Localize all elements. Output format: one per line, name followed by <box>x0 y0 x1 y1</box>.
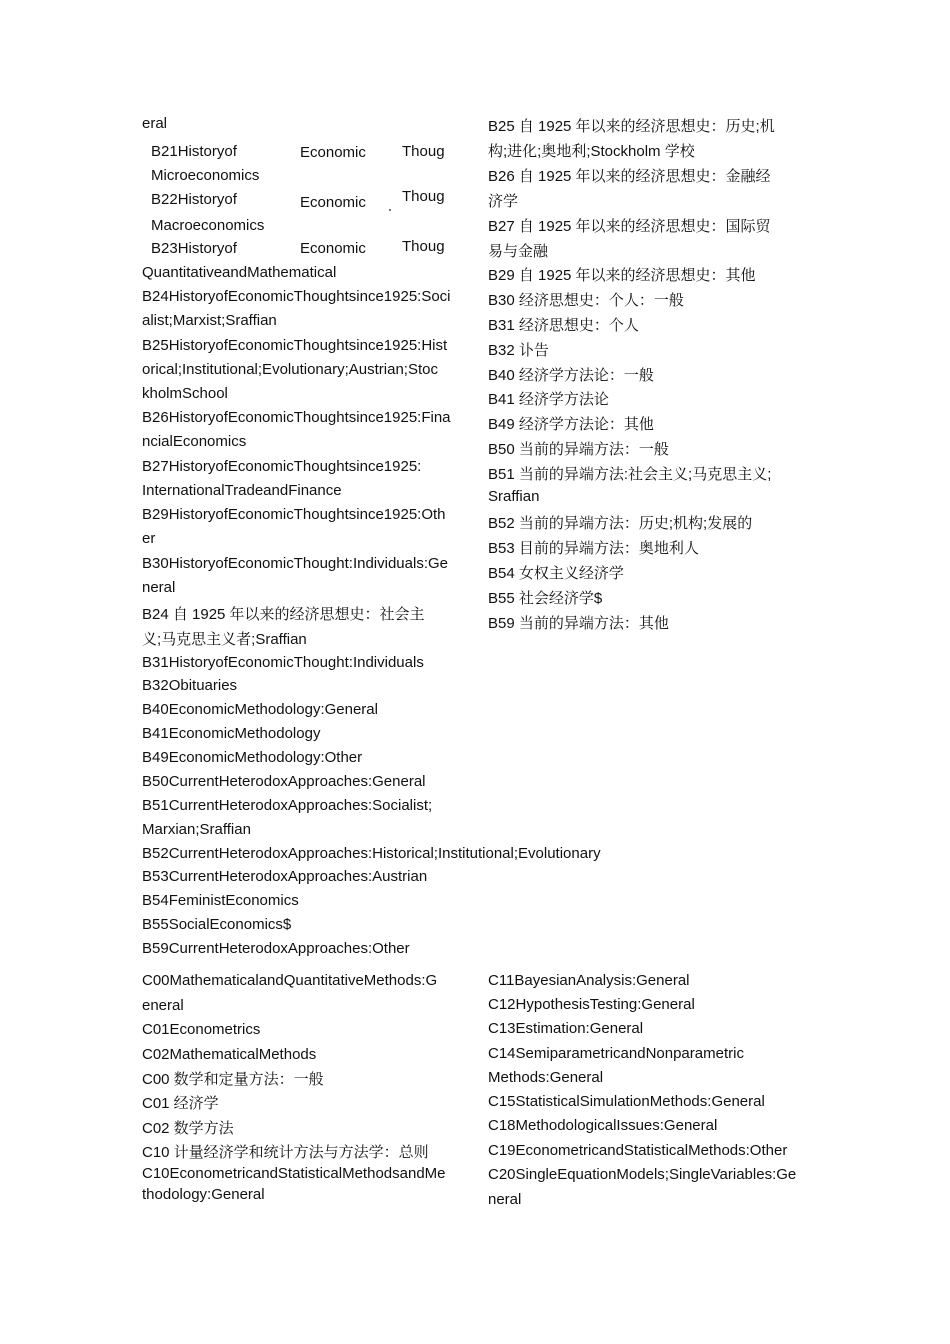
text-line: B32 讣告 <box>488 342 549 359</box>
text-line: kholmSchool <box>142 385 228 402</box>
text-line: B30HistoryofEconomicThought:Individuals:Ge <box>142 555 448 572</box>
text-line: neral <box>488 1191 522 1208</box>
text-line: C11BayesianAnalysis:General <box>488 972 690 989</box>
text-line: B24 自 1925 年以来的经济思想史：社会主 <box>142 606 425 623</box>
text-line: C12HypothesisTesting:General <box>488 996 695 1013</box>
text-line: orical;Institutional;Evolutionary;Austrian;Stoc <box>142 361 438 378</box>
text-line: Thoug <box>402 188 445 205</box>
text-line: B49EconomicMethodology:Other <box>142 749 363 766</box>
separator-dot <box>389 209 391 211</box>
text-line: C01 经济学 <box>142 1095 219 1112</box>
text-line: 构;进化;奥地利;Stockholm 学校 <box>488 143 695 160</box>
text-line: B31 经济思想史：个人 <box>488 317 639 334</box>
text-line: B49 经济学方法论：其他 <box>488 416 654 433</box>
text-line: Economic <box>300 240 366 257</box>
text-line: alist;Marxist;Sraffian <box>142 312 277 329</box>
text-line: B52CurrentHeterodoxApproaches:Historical;Institutional;Evolutionary <box>142 845 601 862</box>
text-line: Thoug <box>402 238 445 255</box>
text-line: Marxian;Sraffian <box>142 821 251 838</box>
text-line: Macroeconomics <box>151 217 265 234</box>
text-line: B40EconomicMethodology:General <box>142 701 378 718</box>
text-line: B50CurrentHeterodoxApproaches:General <box>142 773 426 790</box>
text-line: B24HistoryofEconomicThoughtsince1925:Soci <box>142 288 451 305</box>
text-line: B50 当前的异端方法：一般 <box>488 441 669 458</box>
text-line: B25 自 1925 年以来的经济思想史：历史;机 <box>488 118 775 135</box>
text-line: B25HistoryofEconomicThoughtsince1925:Hist <box>142 337 448 354</box>
text-line: 易与金融 <box>488 243 549 260</box>
text-line: C10EconometricandStatisticalMethodsandMe <box>142 1165 446 1182</box>
text-line: B51CurrentHeterodoxApproaches:Socialist; <box>142 797 433 814</box>
text-line: eneral <box>142 997 184 1014</box>
text-line: C14SemiparametricandNonparametric <box>488 1045 744 1062</box>
text-line: B23Historyof <box>151 240 237 257</box>
text-line: B53CurrentHeterodoxApproaches:Austrian <box>142 868 428 885</box>
text-line: B51 当前的异端方法:社会主义;马克思主义; <box>488 466 772 483</box>
text-line: B53 目前的异端方法：奥地利人 <box>488 540 699 557</box>
text-line: Microeconomics <box>151 167 260 184</box>
text-line: C20SingleEquationModels;SingleVariables:Ge <box>488 1166 797 1183</box>
text-line: er <box>142 530 156 547</box>
text-line: B54 女权主义经济学 <box>488 565 624 582</box>
text-line: Economic <box>300 194 366 211</box>
text-line: Methods:General <box>488 1069 604 1086</box>
text-line: B30 经济思想史：个人：一般 <box>488 292 684 309</box>
text-line: B29HistoryofEconomicThoughtsince1925:Oth <box>142 506 446 523</box>
text-line: Sraffian <box>488 488 540 505</box>
text-line: B31HistoryofEconomicThought:Individuals <box>142 654 424 671</box>
text-line: B55SocialEconomics$ <box>142 916 292 933</box>
text-line: B26 自 1925 年以来的经济思想史：金融经 <box>488 168 771 185</box>
text-line: B29 自 1925 年以来的经济思想史：其他 <box>488 267 756 284</box>
text-line: ncialEconomics <box>142 433 247 450</box>
text-line: B41EconomicMethodology <box>142 725 321 742</box>
text-line: C13Estimation:General <box>488 1020 644 1037</box>
text-line: C02 数学方法 <box>142 1120 234 1137</box>
text-line: B27 自 1925 年以来的经济思想史：国际贸 <box>488 218 771 235</box>
text-line: C15StatisticalSimulationMethods:General <box>488 1093 765 1110</box>
text-line: B22Historyof <box>151 191 237 208</box>
text-line: B21Historyof <box>151 143 237 160</box>
text-line: B55 社会经济学$ <box>488 590 603 607</box>
text-line: B41 经济学方法论 <box>488 391 609 408</box>
text-line: 济学 <box>488 193 519 210</box>
text-line: Thoug <box>402 143 445 160</box>
text-line: B27HistoryofEconomicThoughtsince1925: <box>142 458 422 475</box>
text-line: C01Econometrics <box>142 1021 261 1038</box>
text-line: C00 数学和定量方法：一般 <box>142 1071 324 1088</box>
text-line: C19EconometricandStatisticalMethods:Other <box>488 1142 788 1159</box>
text-line: B32Obituaries <box>142 677 238 694</box>
text-line: B59CurrentHeterodoxApproaches:Other <box>142 940 410 957</box>
text-line: thodology:General <box>142 1186 265 1203</box>
text-line: C10 计量经济学和统计方法与方法学：总则 <box>142 1144 429 1161</box>
text-line: neral <box>142 579 176 596</box>
text-line: eral <box>142 115 168 132</box>
text-line: QuantitativeandMathematical <box>142 264 337 281</box>
text-line: B52 当前的异端方法：历史;机构;发展的 <box>488 515 753 532</box>
text-line: B59 当前的异端方法：其他 <box>488 615 669 632</box>
text-line: C00MathematicalandQuantitativeMethods:G <box>142 972 438 989</box>
text-line: Economic <box>300 144 366 161</box>
text-line: B54FeministEconomics <box>142 892 299 909</box>
text-line: B26HistoryofEconomicThoughtsince1925:Fina <box>142 409 451 426</box>
text-line: C02MathematicalMethods <box>142 1046 317 1063</box>
text-line: C18MethodologicalIssues:General <box>488 1117 718 1134</box>
text-line: B40 经济学方法论：一般 <box>488 367 654 384</box>
text-line: 义;马克思主义者;Sraffian <box>142 631 307 648</box>
text-line: InternationalTradeandFinance <box>142 482 342 499</box>
